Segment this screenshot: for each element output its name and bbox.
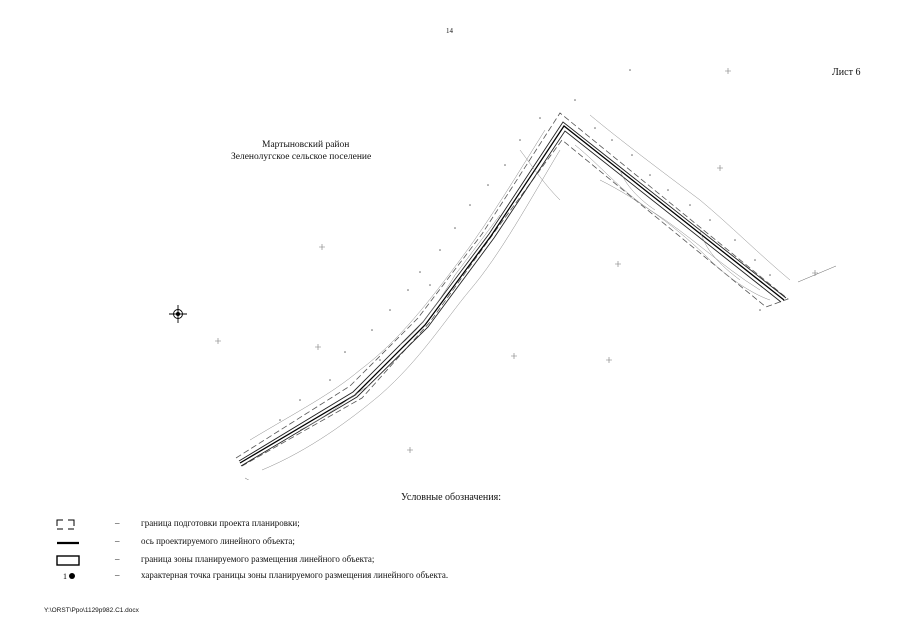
point-marker-icon <box>50 569 90 583</box>
legend-dash: – <box>115 570 120 580</box>
compass-icon <box>169 305 187 323</box>
district-label: Мартыновский район <box>262 140 350 150</box>
legend-text: ось проектируемого линейного объекта; <box>141 536 295 546</box>
object-axis <box>240 126 784 463</box>
edge-annotations <box>245 266 836 480</box>
legend-text: характерная точка границы зоны планируемого размещения линейного объекта. <box>141 570 449 580</box>
legend-text: граница зоны планируемого размещения линейного объекта; <box>141 554 375 564</box>
legend-text: граница подготовки проекта планировки; <box>141 518 300 528</box>
svg-text:1: 1 <box>63 572 67 581</box>
terrain-contours <box>250 115 790 470</box>
sheet-label: Лист 6 <box>832 67 861 78</box>
planning-boundary-icon <box>50 517 90 531</box>
legend-dash: – <box>115 554 120 564</box>
zone-rectangle-icon <box>50 553 90 567</box>
elevation-points <box>279 69 771 421</box>
legend-dash: – <box>115 536 120 546</box>
legend-dash: – <box>115 518 120 528</box>
zone-boundary-right <box>241 131 781 466</box>
grid-crosses <box>215 68 818 453</box>
page-number: 14 <box>446 27 453 35</box>
zone-boundary-left <box>239 122 786 461</box>
axis-line-icon <box>50 535 90 549</box>
settlement-label: Зеленолугское сельское поселение <box>231 152 372 162</box>
file-path: Y:\ORST\Ppo\1129p982.C1.docx <box>44 607 139 614</box>
legend-title: Условные обозначения: <box>401 492 502 503</box>
